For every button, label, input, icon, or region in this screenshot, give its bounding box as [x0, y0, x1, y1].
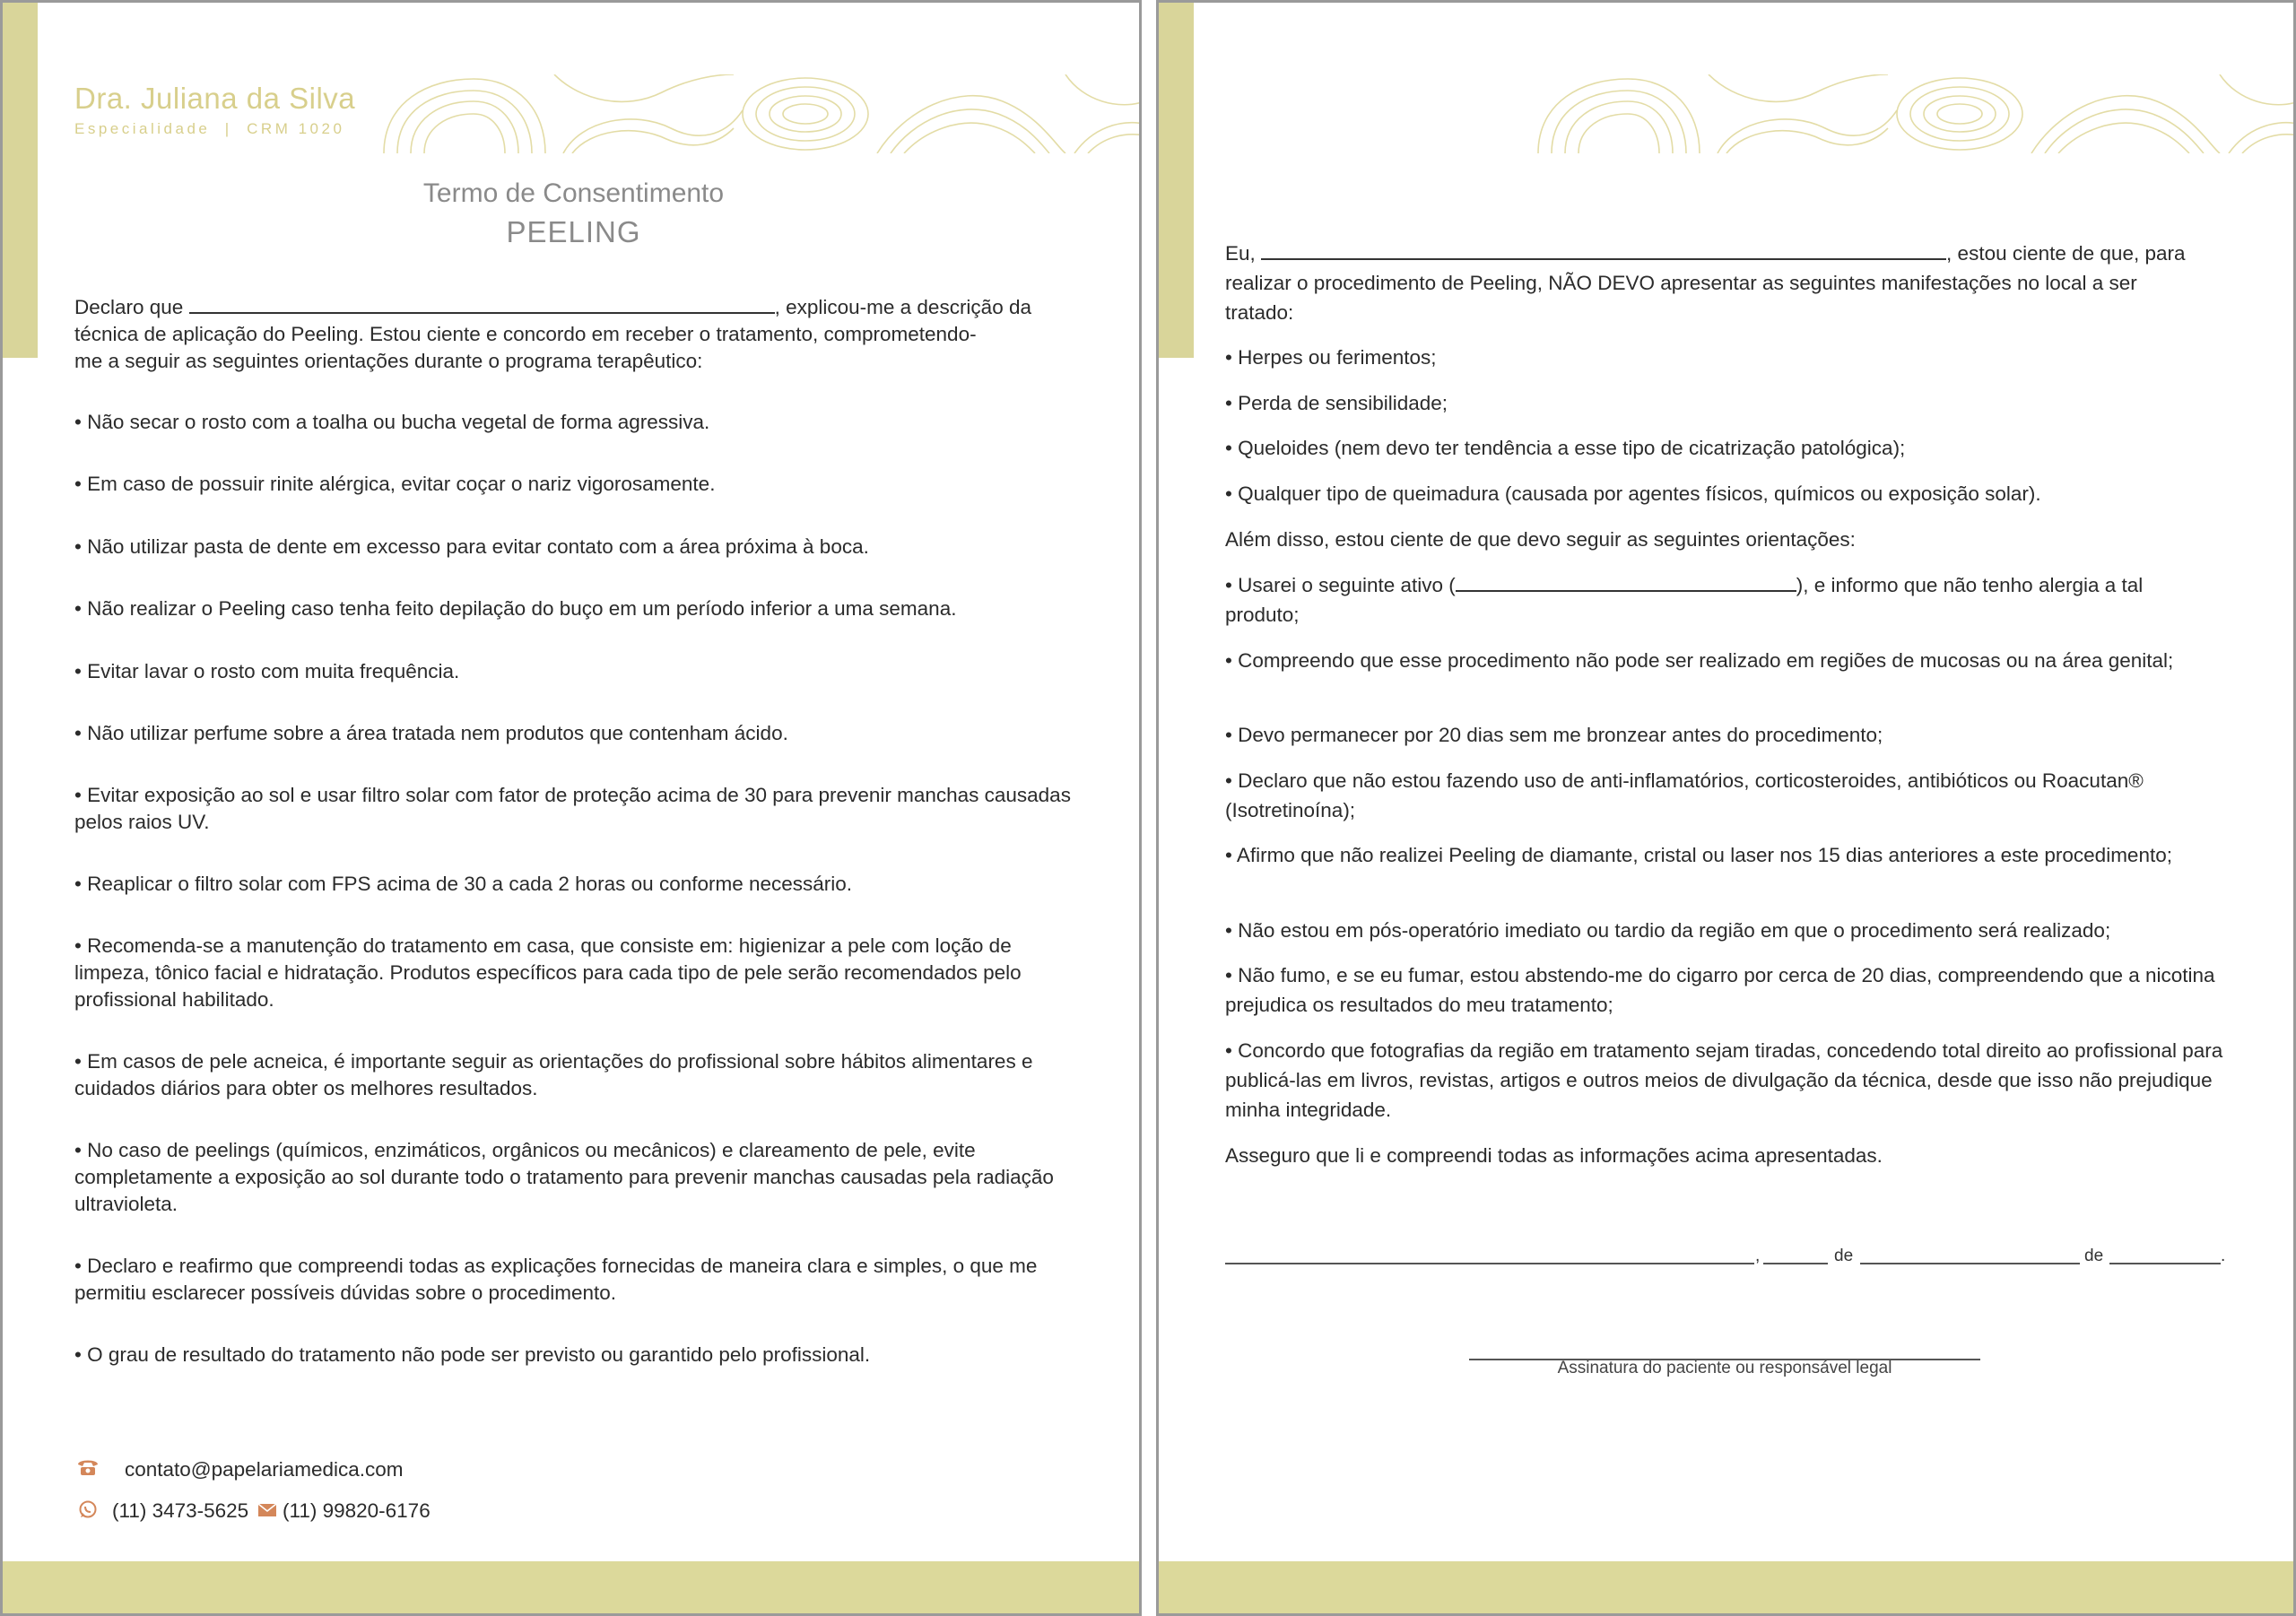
decorative-pattern: [375, 74, 1142, 153]
active-ingredient-item: [1225, 570, 2230, 630]
envelope-icon: [257, 1503, 277, 1517]
list-item: • Reaplicar o filtro solar com FPS acima de 30 a cada 2 horas ou conforme necessário.: [74, 873, 853, 895]
accent-footer-bar: [1159, 1561, 2293, 1613]
month-blank[interactable]: [1860, 1263, 2080, 1264]
condition-item: • Queloides (nem devo ter tendência a esse tipo de cicatrização patológica);: [1225, 437, 1906, 459]
patient-name-blank[interactable]: [1261, 240, 1946, 260]
signature-label: Assinatura do paciente ou responsável legal: [1557, 1359, 1892, 1377]
intro-text: realizar o procedimento de Peeling, NÃO DEVO apresentar as seguintes manifestações no local a ser: [1225, 272, 2137, 294]
condition-item: • Qualquer tipo de queimadura (causada por agentes físicos, químicos ou exposição solar).: [1225, 482, 2041, 505]
decorative-pattern: [1529, 74, 2296, 153]
year-blank[interactable]: [2109, 1263, 2221, 1264]
orientation-heading: Além disso, estou ciente de que devo seguir as seguintes orientações:: [1225, 528, 1856, 551]
document-subtitle: PEELING: [506, 215, 641, 248]
ativo-text: ), e informo que não tenho alergia a tal: [1796, 574, 2144, 596]
list-item: • Não realizar o Peeling caso tenha feito depilação do buço em um período inferior a uma semana.: [74, 597, 957, 620]
list-item: • Recomenda-se a manutenção do tratamento em casa, que consiste em: higienizar a pele com loção de limpeza, tônico facial e hidratação. Produtos específicos para cada tipo de pele serão recomendados pelo profissional habilitado.: [74, 934, 1022, 1011]
list-item: • Evitar exposição ao sol e usar filtro solar com fator de proteção acima de 30 para prevenir manchas causadas pelos raios UV.: [74, 784, 1071, 833]
patient-intro-paragraph: [1225, 239, 2234, 327]
orientation-item: • Devo permanecer por 20 dias sem me bronzear antes do procedimento;: [1225, 724, 1883, 746]
condition-item: • Perda de sensibilidade;: [1225, 392, 1448, 414]
intro-text: Eu,: [1225, 242, 1256, 265]
list-item: • Não secar o rosto com a toalha ou bucha vegetal de forma agressiva.: [74, 411, 710, 433]
orientation-item: • Declaro que não estou fazendo uso de anti-inflamatórios, corticosteroides, antibióticos ou Roacutan® (Isotretinoína);: [1225, 769, 2144, 821]
intro-text: me a seguir as seguintes orientações durante o programa terapêutico:: [74, 350, 703, 372]
date-de: de: [1834, 1247, 1854, 1265]
whatsapp-icon: [78, 1499, 98, 1519]
contact-phone[interactable]: (11) 3473-5625: [112, 1499, 249, 1522]
list-item: • Declaro e reafirmo que compreendi todas as explicações fornecidas de maneira clara e simples, o que me permitiu esclarecer possíveis dúvidas sobre o procedimento.: [74, 1255, 1038, 1304]
orientation-item: • Não fumo, e se eu fumar, estou abstendo-me do cigarro por cerca de 20 dias, compreendendo que a nicotina prejudica os resultados do meu tratamento;: [1225, 964, 2215, 1016]
orientation-item: • Compreendo que esse procedimento não pode ser realizado em regiões de mucosas ou na área genital;: [1225, 649, 2174, 672]
list-item: • Em caso de possuir rinite alérgica, evitar coçar o nariz vigorosamente.: [74, 473, 716, 495]
list-item: • No caso de peelings (químicos, enzimáticos, orgânicos ou mecânicos) e clareamento de pele, evite completamente a exposição ao sol durante todo o tratamento para prevenir manchas causadas pela radiação ultravioleta.: [74, 1139, 1054, 1215]
list-item: • Não utilizar pasta de dente em excesso para evitar contato com a área próxima à boca.: [74, 535, 869, 558]
intro-text: técnica de aplicação do Peeling. Estou ciente e concordo em receber o tratamento, comprometendo-: [74, 323, 977, 345]
list-item: • Não utilizar perfume sobre a área tratada nem produtos que contenham ácido.: [74, 722, 788, 744]
orientation-item: • Não estou em pós-operatório imediato ou tardio da região em que o procedimento será realizado;: [1225, 919, 2111, 942]
doctor-specialty: Especialidade | CRM 1020: [74, 120, 345, 137]
date-period: .: [2221, 1247, 2226, 1265]
date-line: [1225, 1245, 2225, 1272]
telephone-icon: [76, 1457, 100, 1477]
document-title: Termo de Consentimento: [422, 178, 725, 208]
list-item: • Evitar lavar o rosto com muita frequência.: [74, 660, 460, 682]
day-blank[interactable]: [1763, 1263, 1828, 1264]
accent-side-bar: [1159, 3, 1194, 358]
ativo-text: produto;: [1225, 604, 1300, 626]
orientation-item: • Afirmo que não realizei Peeling de diamante, cristal ou laser nos 15 dias anteriores a este procedimento;: [1225, 844, 2172, 866]
active-ingredient-blank[interactable]: [1456, 572, 1796, 592]
intro-text: Declaro que: [74, 296, 184, 318]
date-comma: ,: [1755, 1247, 1761, 1265]
list-item: • O grau de resultado do tratamento não pode ser previsto ou garantido pelo profissional.: [74, 1343, 871, 1366]
city-blank[interactable]: [1225, 1263, 1754, 1264]
date-de: de: [2084, 1247, 2104, 1265]
ativo-text: • Usarei o seguinte ativo (: [1225, 574, 1456, 596]
contact-mobile[interactable]: (11) 99820-6176: [283, 1499, 430, 1522]
doctor-name: Dra. Juliana da Silva: [74, 82, 356, 115]
assurance-statement: Asseguro que li e compreendi todas as informações acima apresentadas.: [1225, 1144, 1883, 1167]
intro-text: , explicou-me a descrição da: [774, 296, 1031, 318]
document-page-1: [0, 0, 1142, 1616]
condition-item: • Herpes ou ferimentos;: [1225, 346, 1437, 369]
contact-email[interactable]: contato@papelariamedica.com: [125, 1458, 404, 1481]
accent-footer-bar: [3, 1561, 1139, 1613]
intro-text: , estou ciente de que, para: [1946, 242, 2186, 265]
intro-paragraph: [74, 294, 1074, 375]
intro-text: tratado:: [1225, 301, 1294, 324]
professional-name-blank[interactable]: [189, 294, 775, 314]
orientation-item: • Concordo que fotografias da região em tratamento sejam tiradas, concedendo total direito ao profissional para publicá-las em livros, revistas, artigos e outros meios de divulgação da técnica, desde que isso não prejudique minha integridade.: [1225, 1039, 2223, 1121]
list-item: • Em casos de pele acneica, é importante seguir as orientações do profissional sobre hábitos alimentares e cuidados diários para obter os melhores resultados.: [74, 1050, 1033, 1099]
